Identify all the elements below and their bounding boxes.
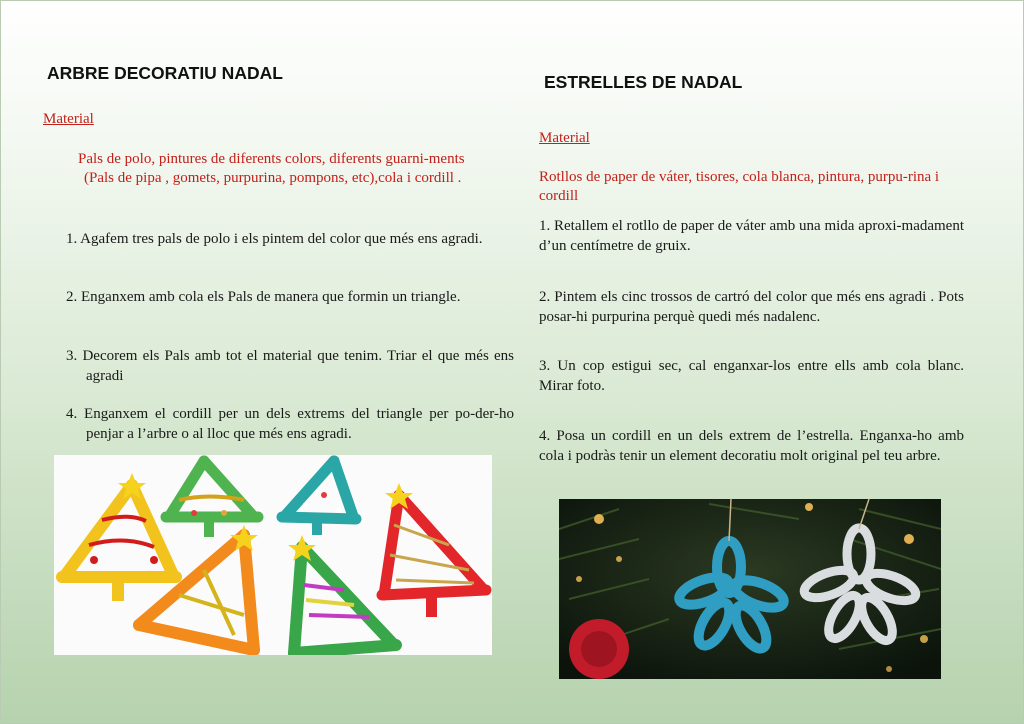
left-step-1: 1. Agafem tres pals de polo i els pintem del color que més ens agradi. [66, 231, 483, 247]
left-step-2: 2. Enganxem amb cola els Pals de manera que formin un triangle. [66, 289, 461, 305]
left-material-list: Pals de polo, pintures de diferents colors, diferents guarni-ments (Pals de pipa , gomets, purpurina, pompons, etc),cola i cordill . [78, 151, 465, 186]
right-material-label: Material [539, 130, 590, 146]
left-material-label: Material [43, 111, 94, 127]
right-material-list: Rotllos de paper de váter, tisores, cola blanca, pintura, purpu-rina i cordill [539, 169, 940, 204]
left-step-4: 4. Enganxem el cordill per un dels extrems del triangle per po-der-ho penjar a l’arbre o al lloc que més ens agradi. [66, 406, 514, 442]
right-title: ESTRELLES DE NADAL [544, 72, 743, 92]
left-step-3: 3. Decorem els Pals amb tot el material que tenim. Triar el que més ens agradi [66, 348, 514, 384]
right-step-3: 3. Un cop estigui sec, cal enganxar-los entre ells amb cola blanc. Mirar foto. [539, 358, 964, 394]
left-title: ARBRE DECORATIU NADAL [47, 63, 283, 83]
right-step-2: 2. Pintem els cinc trossos de cartró del color que més ens agradi . Pots posar-hi purpurina perquè quedi més nadalenc. [539, 289, 964, 325]
right-step-4: 4. Posa un cordill en un dels extrem de l’estrella. Enganxa-ho amb cola i podràs tenir un element decoratiu molt original pel teu arbre. [539, 428, 964, 464]
popsicle-tree-ornaments-photo [54, 455, 492, 655]
right-step-1: 1. Retallem el rotllo de paper de váter amb una mida aproxi-madament d’un centímetre de gruix. [539, 218, 964, 254]
paper-roll-stars-photo [559, 499, 941, 679]
